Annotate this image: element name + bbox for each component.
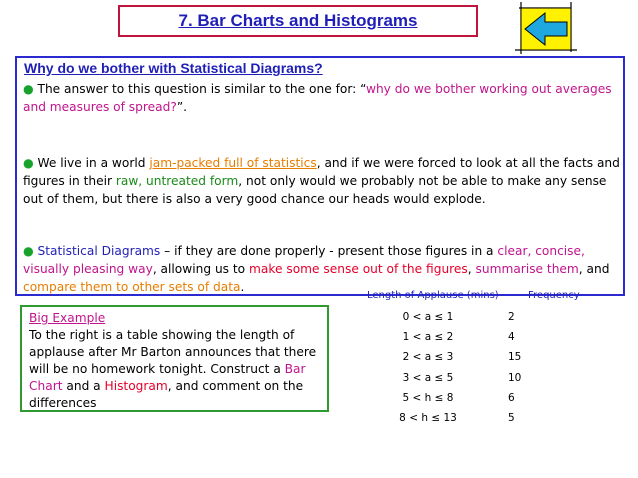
para3-highlight-sense: make some sense out of the figures bbox=[249, 262, 468, 276]
example-panel bbox=[20, 305, 329, 412]
paragraph-world bbox=[23, 154, 623, 208]
table-cell-interval: 8 < h ≤ 13 bbox=[399, 412, 457, 424]
table-cell-frequency: 10 bbox=[508, 372, 522, 384]
slide-title: 7. Bar Charts and Histograms bbox=[178, 11, 418, 30]
table-cell-interval: 3 < a ≤ 5 bbox=[402, 372, 454, 384]
example-t1: To the right is a table showing the length of applause after Mr Barton announces that there will be no homework tonight. Construct a bbox=[29, 328, 317, 376]
example-title: Big Example bbox=[29, 311, 106, 325]
para3-t4: , and bbox=[578, 262, 610, 276]
para1-text: The answer to this question is similar to the one for: “ bbox=[37, 82, 366, 96]
para2-t3: , not only would we probably not be able to make any sense out of them, but there is also a very good chance our heads would explode. bbox=[23, 174, 607, 206]
table-cell-frequency: 2 bbox=[508, 311, 515, 323]
para2-t2: , and if we were forced to look at all the facts and figures in their bbox=[23, 156, 620, 188]
table-cell-interval: 2 < a ≤ 3 bbox=[402, 351, 454, 363]
table-header-frequency: Frequency bbox=[528, 290, 580, 301]
para3-t1: – if they are done properly - present those figures in a bbox=[160, 244, 498, 258]
para3-highlight-clear: clear, concise, visually pleasing way bbox=[23, 244, 585, 276]
table-header-length: Length of Applause (mins) bbox=[367, 290, 499, 301]
slide-title-box bbox=[118, 5, 478, 37]
para3-t2: , allowing us to bbox=[152, 262, 250, 276]
back-arrow-icon[interactable] bbox=[505, 0, 585, 56]
bullet-icon: ● bbox=[23, 244, 34, 258]
para2-highlight-statistics: jam-packed full of statistics bbox=[149, 156, 317, 170]
table-cell-interval: 0 < a ≤ 1 bbox=[402, 311, 454, 323]
para3-highlight-compare: compare them to other sets of data bbox=[23, 280, 241, 294]
para3-t5: . bbox=[240, 280, 245, 294]
para1-highlight: why do we bother working out averages and measures of spread? bbox=[23, 82, 612, 114]
table-cell-frequency: 5 bbox=[508, 412, 515, 424]
para3-highlight-diagrams: Statistical Diagrams bbox=[37, 244, 161, 258]
para3-highlight-summarise: summarise them bbox=[475, 262, 579, 276]
example-highlight-histogram: Histogram bbox=[104, 379, 168, 393]
table-cell-frequency: 6 bbox=[508, 392, 515, 404]
para2-highlight-raw: raw, untreated form bbox=[115, 174, 239, 188]
table-cell-interval: 5 < h ≤ 8 bbox=[402, 392, 454, 404]
paragraph-diagrams bbox=[23, 242, 623, 296]
example-body bbox=[29, 327, 320, 412]
table-cell-interval: 1 < a ≤ 2 bbox=[402, 331, 454, 343]
bullet-icon: ● bbox=[23, 82, 34, 96]
para2-t1: We live in a world bbox=[37, 156, 150, 170]
example-t2: and a bbox=[62, 379, 105, 393]
para3-t3: , bbox=[467, 262, 476, 276]
section-heading: Why do we bother with Statistical Diagrams? bbox=[24, 60, 323, 76]
table-cell-frequency: 4 bbox=[508, 331, 515, 343]
para1-end: ”. bbox=[176, 100, 188, 114]
example-t3: , and comment on the differences bbox=[29, 379, 304, 410]
table-cell-frequency: 15 bbox=[508, 351, 522, 363]
paragraph-answer bbox=[23, 80, 623, 116]
bullet-icon: ● bbox=[23, 156, 34, 170]
example-highlight-bar-chart: Bar Chart bbox=[29, 362, 306, 393]
